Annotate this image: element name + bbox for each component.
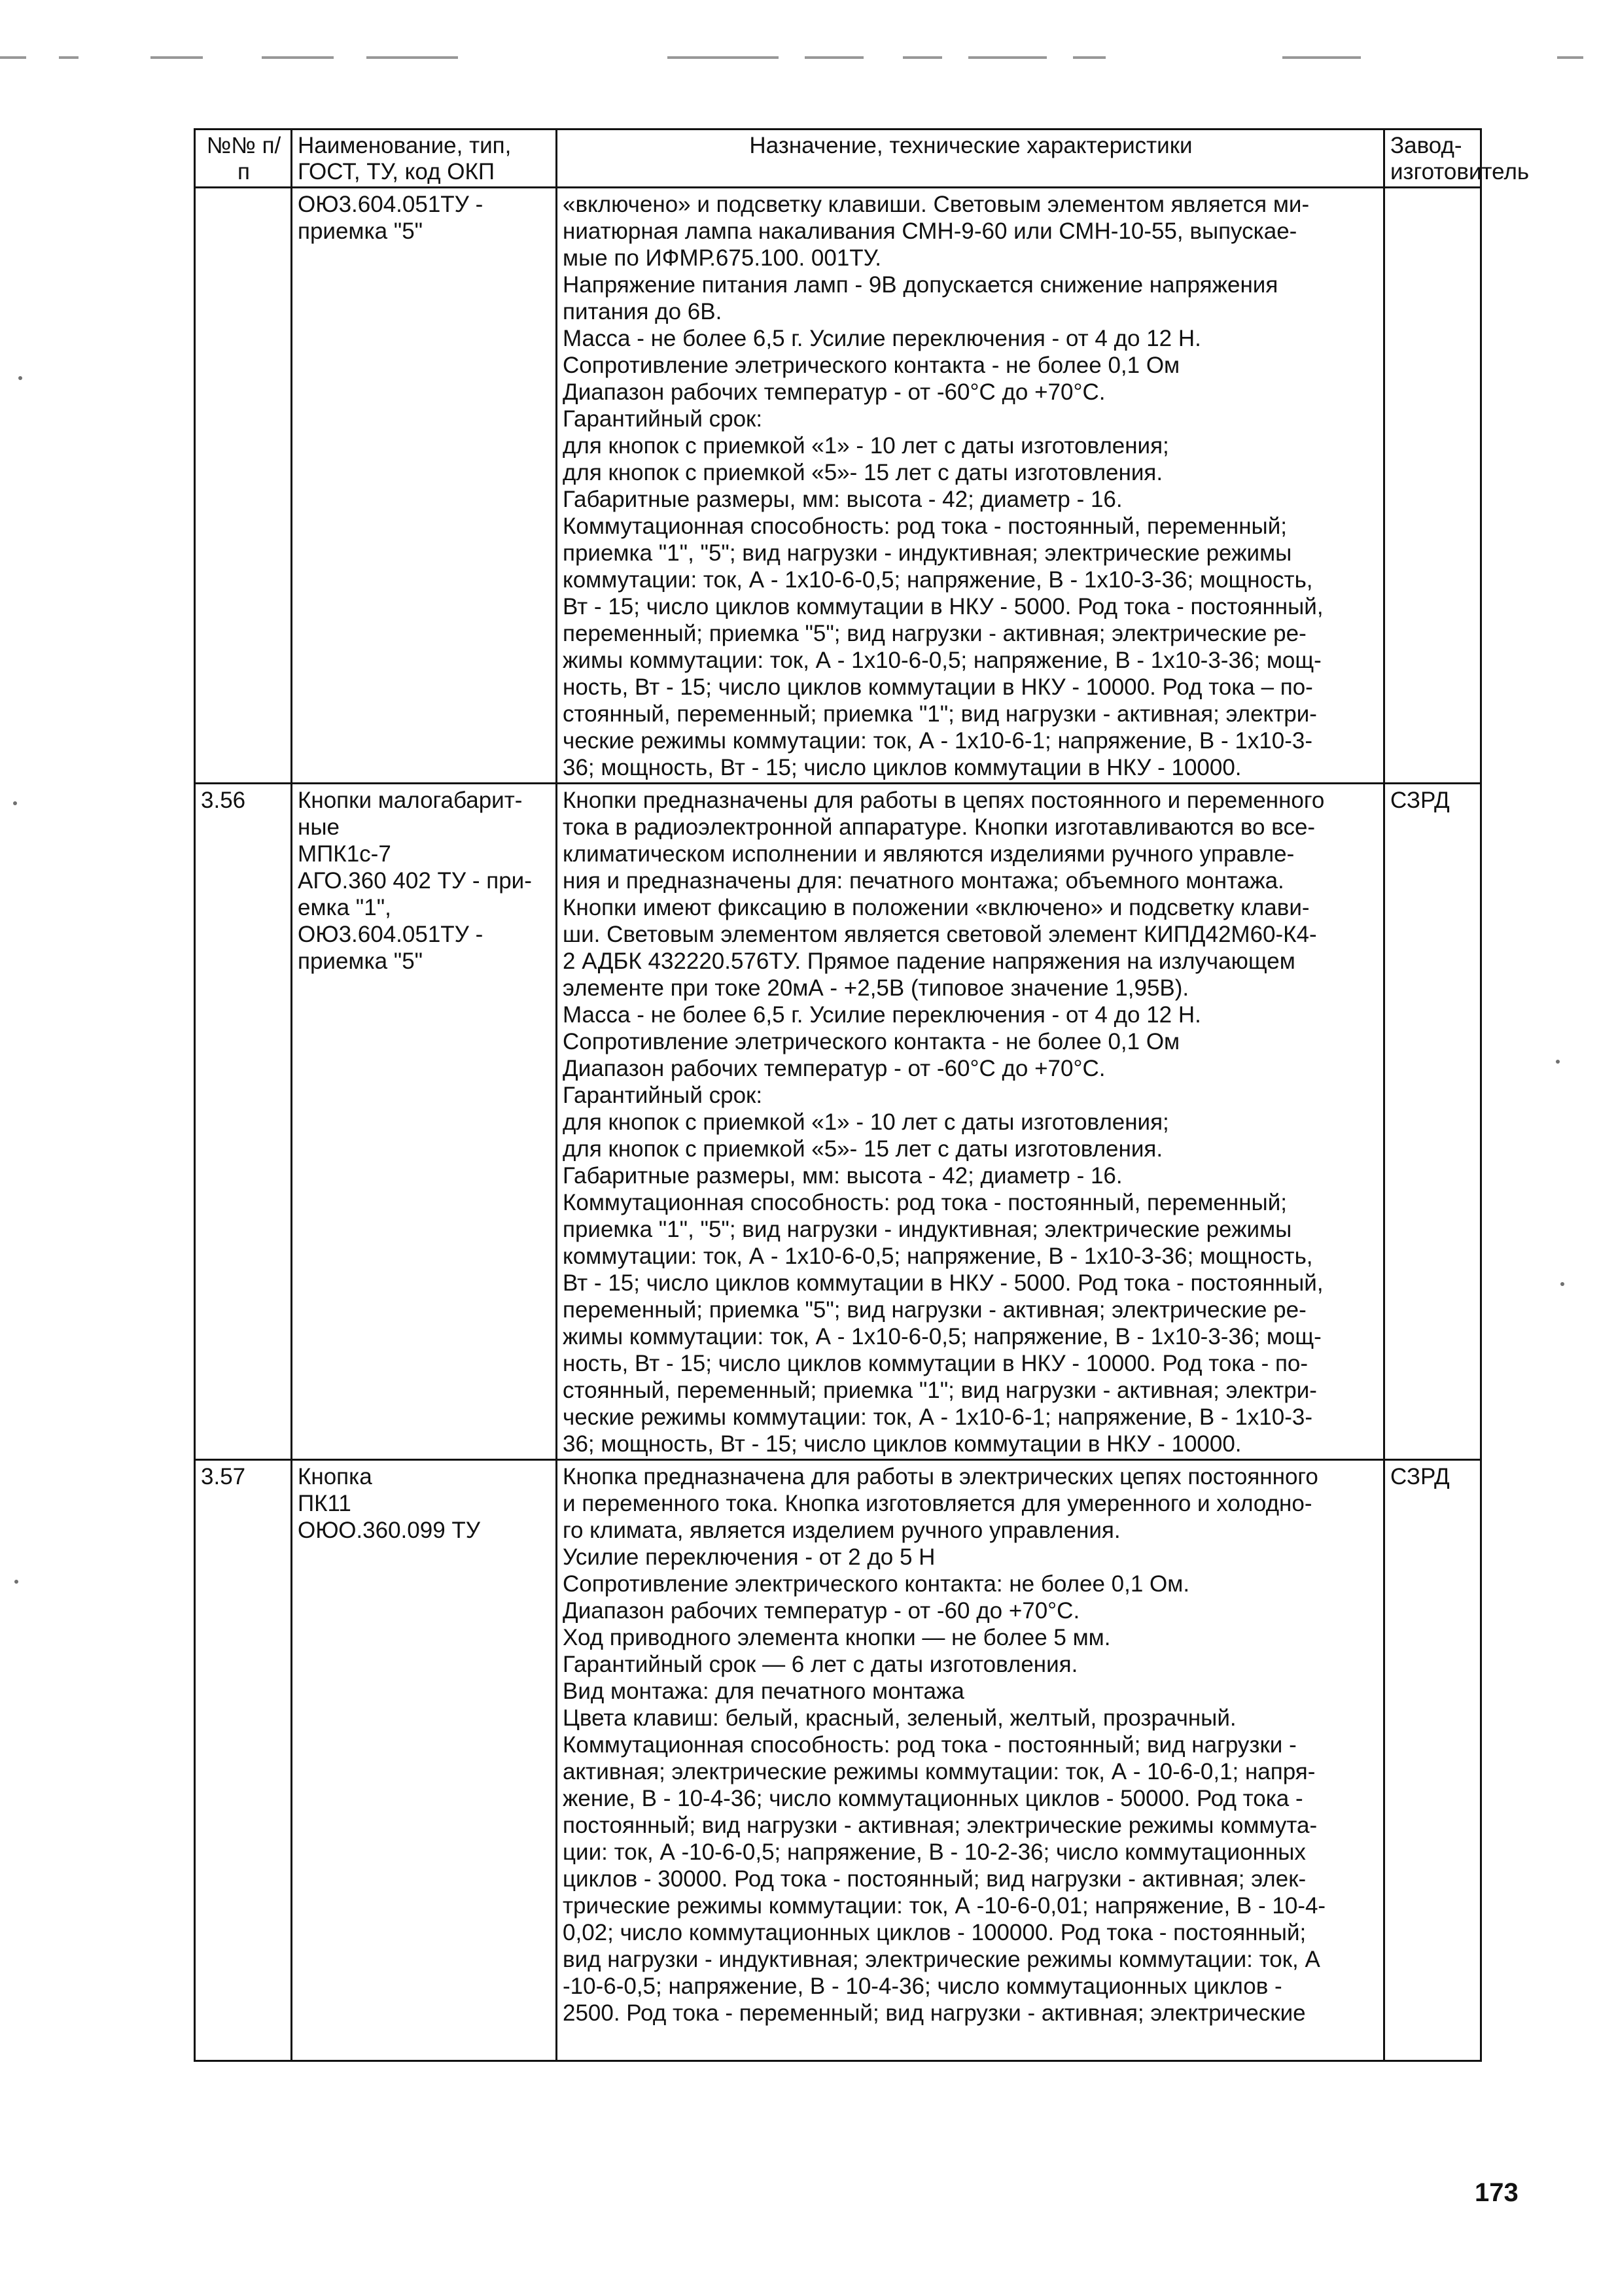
description-line: Диапазон рабочих температур - от -60°С до +70°С.	[563, 1056, 1106, 1081]
description-line: ческие режимы коммутации: ток, А - 1х10-6-1; напряжение, В - 1х10-3-	[563, 1404, 1313, 1430]
description-line: Вт - 15; число циклов коммутации в НКУ - 5000. Род тока - постоянный,	[563, 1270, 1324, 1296]
margin-speck	[1560, 1282, 1564, 1286]
name-line: ные	[298, 814, 340, 840]
description-line: коммутации: ток, А - 1х10-6-0,5; напряжение, В - 1х10-3-36; мощность,	[563, 567, 1313, 593]
description-line: Диапазон рабочих температур - от -60 до +70°С.	[563, 1598, 1080, 1624]
name-line: ПК11	[298, 1491, 351, 1516]
header-maker: Завод-изготовитель	[1384, 130, 1481, 188]
page-number: 173	[1475, 2178, 1519, 2207]
margin-speck	[14, 1580, 18, 1584]
description-line: Гарантийный срок — 6 лет с даты изготовления.	[563, 1652, 1078, 1677]
description-line: и переменного тока. Кнопка изготовляется для умеренного и холодно-	[563, 1491, 1312, 1516]
description-line: циклов - 30000. Род тока - постоянный; вид нагрузки - активная; элек-	[563, 1866, 1307, 1892]
name-line: АГО.360 402 ТУ - при-	[298, 868, 532, 894]
description-line: Сопротивление элетрического контакта - не более 0,1 Ом	[563, 1029, 1180, 1054]
row-number-cell: 3.56	[195, 784, 292, 1460]
description-line: элементе при токе 20мА - +2,5В (типовое значение 1,95В).	[563, 975, 1189, 1001]
row-number-cell	[195, 188, 292, 784]
description-line: Коммутационная способность: род тока - постоянный; вид нагрузки -	[563, 1732, 1297, 1758]
description-line: ность, Вт - 15; число циклов коммутации в НКУ - 10000. Род тока – по-	[563, 674, 1313, 700]
description-line: ши. Световым элементом является световой элемент КИПД42М60-К4-	[563, 922, 1317, 947]
description-line: 36; мощность, Вт - 15; число циклов коммутации в НКУ - 10000.	[563, 755, 1242, 780]
description-line: Кнопки имеют фиксацию в положении «включено» и подсветку клави-	[563, 895, 1310, 920]
description-line: приемка "1", "5"; вид нагрузки - индуктивная; электрические режимы	[563, 540, 1292, 566]
description-line: -10-6-0,5; напряжение, В - 10-4-36; число коммутационных циклов -	[563, 1974, 1282, 1999]
table-row	[195, 784, 1481, 1460]
description-line: ниатюрная лампа накаливания СМН-9-60 или СМН-10-55, выпускае-	[563, 218, 1297, 244]
row-description-cell	[557, 188, 1384, 784]
spec-table	[194, 128, 1530, 2062]
description-line: 36; мощность, Вт - 15; число циклов коммутации в НКУ - 10000.	[563, 1431, 1242, 1457]
description-line: для кнопок с приемкой «5»- 15 лет с даты изготовления.	[563, 460, 1163, 485]
table-row	[195, 1460, 1481, 2061]
row-name-cell	[292, 784, 557, 1460]
description-line: Масса - не более 6,5 г. Усилие переключения - от 4 до 12 Н.	[563, 1002, 1201, 1028]
description-line: «включено» и подсветку клавиши. Световым элементом является ми-	[563, 192, 1310, 217]
description-line: Кнопка предназначена для работы в электрических цепях постоянного	[563, 1464, 1318, 1489]
description-line: Гарантийный срок:	[563, 406, 763, 432]
row-maker-cell	[1384, 188, 1481, 784]
description-line: для кнопок с приемкой «1» - 10 лет с даты изготовления;	[563, 1109, 1169, 1135]
description-line: Гарантийный срок:	[563, 1083, 763, 1108]
row-maker-cell: СЗРД	[1384, 1460, 1481, 2061]
description-line: Сопротивление элетрического контакта - не более 0,1 Ом	[563, 353, 1180, 378]
description-line: Вид монтажа: для печатного монтажа	[563, 1679, 964, 1704]
description-line: Габаритные размеры, мм: высота - 42; диаметр - 16.	[563, 487, 1123, 512]
description-line: ность, Вт - 15; число циклов коммутации в НКУ - 10000. Род тока - по-	[563, 1351, 1309, 1376]
description-line: стоянный, переменный; приемка "1"; вид нагрузки - активная; электри-	[563, 1378, 1317, 1403]
description-line: Масса - не более 6,5 г. Усилие переключения - от 4 до 12 Н.	[563, 326, 1201, 351]
description-line: вид нагрузки - индуктивная; электрические режимы коммутации: ток, А	[563, 1947, 1320, 1972]
name-line: ОЮ3.604.051ТУ -	[298, 192, 483, 217]
name-line: ОЮ3.604.051ТУ -	[298, 922, 483, 947]
header-name: Наименование, тип, ГОСТ, ТУ, код ОКП	[292, 130, 557, 188]
margin-speck	[13, 801, 17, 805]
description-line: стоянный, переменный; приемка "1"; вид нагрузки - активная; электри-	[563, 701, 1317, 727]
row-number-cell: 3.57	[195, 1460, 292, 2061]
table-row	[195, 188, 1481, 784]
row-description-cell	[557, 1460, 1384, 2061]
name-line: ОЮО.360.099 ТУ	[298, 1518, 480, 1543]
description-line: для кнопок с приемкой «5»- 15 лет с даты изготовления.	[563, 1136, 1163, 1162]
description-line: 2 АДБК 432220.576ТУ. Прямое падение напряжения на излучающем	[563, 948, 1295, 974]
margin-speck	[1556, 1060, 1560, 1064]
row-maker-cell: СЗРД	[1384, 784, 1481, 1460]
description-line: жимы коммутации: ток, А - 1х10-6-0,5; напряжение, В - 1х10-3-36; мощ-	[563, 1324, 1322, 1349]
description-line: Коммутационная способность: род тока - постоянный, переменный;	[563, 513, 1287, 539]
description-line: 0,02; число коммутационных циклов - 100000. Род тока - постоянный;	[563, 1920, 1307, 1945]
table-body	[195, 188, 1481, 2061]
margin-speck	[18, 376, 22, 380]
description-line: жение, В - 10-4-36; число коммутационных циклов - 50000. Род тока -	[563, 1786, 1303, 1811]
description-line: переменный; приемка "5"; вид нагрузки - активная; электрические ре-	[563, 1297, 1307, 1323]
name-line: Кнопка	[298, 1464, 372, 1489]
description-line: 2500. Род тока - переменный; вид нагрузки - активная; электрические	[563, 2000, 1306, 2026]
header-num: №№ п/п	[195, 130, 292, 188]
description-line: Кнопки предназначены для работы в цепях постоянного и переменного	[563, 788, 1325, 813]
row-name-cell	[292, 1460, 557, 2061]
description-line: Диапазон рабочих температур - от -60°С до +70°С.	[563, 379, 1106, 405]
description-line: ния и предназначены для: печатного монтажа; объемного монтажа.	[563, 868, 1284, 894]
description-line: переменный; приемка "5"; вид нагрузки - активная; электрические ре-	[563, 621, 1307, 646]
name-line: приемка "5"	[298, 218, 423, 244]
description-line: трические режимы коммутации: ток, А -10-6-0,01; напряжение, В - 10-4-	[563, 1893, 1326, 1919]
description-line: для кнопок с приемкой «1» - 10 лет с даты изготовления;	[563, 433, 1169, 459]
name-line: приемка "5"	[298, 948, 423, 974]
description-line: мые по ИФМР.675.100. 001ТУ.	[563, 245, 881, 271]
description-line: коммутации: ток, А - 1х10-6-0,5; напряжение, В - 1х10-3-36; мощность,	[563, 1244, 1313, 1269]
description-line: Ход приводного элемента кнопки — не более 5 мм.	[563, 1625, 1111, 1650]
description-line: Цвета клавиш: белый, красный, зеленый, желтый, прозрачный.	[563, 1705, 1237, 1731]
description-line: Сопротивление электрического контакта: не более 0,1 Ом.	[563, 1571, 1190, 1597]
description-line: го климата, является изделием ручного управления.	[563, 1518, 1121, 1543]
table-header-row	[195, 130, 1481, 188]
description-line: Коммутационная способность: род тока - постоянный, переменный;	[563, 1190, 1287, 1215]
description-line: тока в радиоэлектронной аппаратуре. Кнопки изготавливаются во все-	[563, 814, 1316, 840]
scan-edge-noise	[0, 52, 1599, 61]
name-line: Кнопки малогабарит-	[298, 788, 523, 813]
description-line: климатическом исполнении и являются изделиями ручного управле-	[563, 841, 1295, 867]
description-line: ческие режимы коммутации: ток, А - 1х10-6-1; напряжение, В - 1х10-3-	[563, 728, 1313, 754]
description-line: жимы коммутации: ток, А - 1х10-6-0,5; напряжение, В - 1х10-3-36; мощ-	[563, 648, 1322, 673]
description-line: постоянный; вид нагрузки - активная; электрические режимы коммута-	[563, 1813, 1318, 1838]
description-line: Напряжение питания ламп - 9В допускается снижение напряжения	[563, 272, 1278, 298]
description-line: Усилие переключения - от 2 до 5 Н	[563, 1544, 936, 1570]
description-line: Габаритные размеры, мм: высота - 42; диаметр - 16.	[563, 1163, 1123, 1189]
description-line: ции: ток, А -10-6-0,5; напряжение, В - 10-2-36; число коммутационных	[563, 1839, 1306, 1865]
description-line: Вт - 15; число циклов коммутации в НКУ - 5000. Род тока - постоянный,	[563, 594, 1324, 619]
name-line: емка "1",	[298, 895, 391, 920]
row-description-cell	[557, 784, 1384, 1460]
description-line: приемка "1", "5"; вид нагрузки - индуктивная; электрические режимы	[563, 1217, 1292, 1242]
description-line: активная; электрические режимы коммутации: ток, А - 10-6-0,1; напря-	[563, 1759, 1316, 1784]
name-line: МПК1с-7	[298, 841, 391, 867]
description-line: питания до 6В.	[563, 299, 722, 324]
row-name-cell	[292, 188, 557, 784]
header-purpose: Назначение, технические характеристики	[557, 130, 1384, 188]
